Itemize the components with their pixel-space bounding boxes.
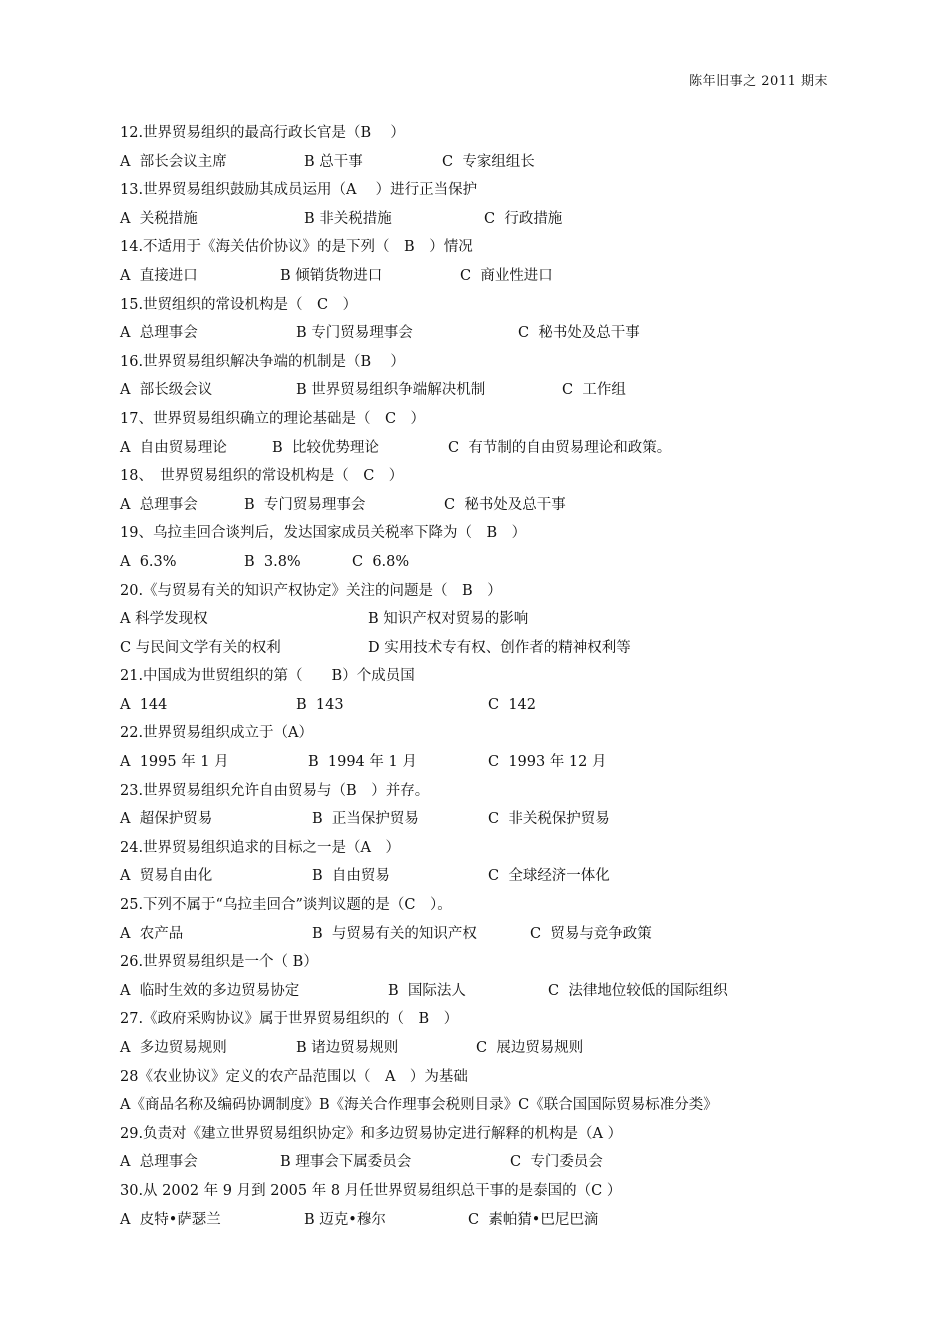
- options-row: [120, 319, 840, 348]
- options-row: [120, 977, 840, 1006]
- answer-option: C 秘书处及总干事: [518, 325, 640, 342]
- answer-option: A 总理事会: [120, 1154, 198, 1171]
- answer-option: C 142: [488, 696, 536, 713]
- options-row: [120, 691, 840, 720]
- answer-option: A 贸易自由化: [120, 868, 213, 885]
- answer-option: A 144: [120, 696, 168, 713]
- options-row: [120, 1206, 840, 1235]
- question-text: 26.世界贸易组织是一个（ B）: [120, 954, 318, 971]
- answer-option: C 法律地位较低的国际组织: [548, 982, 728, 999]
- question-text: 30.从 2002 年 9 月到 2005 年 8 月任世界贸易组织总干事的是泰国的（C ）: [120, 1182, 622, 1199]
- answer-option: C 秘书处及总干事: [444, 496, 566, 513]
- answer-option: C 行政措施: [484, 210, 563, 227]
- question-text: 17、世界贸易组织确立的理论基础是（ C ）: [120, 410, 426, 427]
- options-row: [120, 634, 840, 663]
- answer-option: A 总理事会: [120, 325, 198, 342]
- answer-option: A 科学发现权: [120, 611, 208, 628]
- answer-option: B 世界贸易组织争端解决机制: [296, 382, 486, 399]
- answer-option: A《商品名称及编码协调制度》B《海关合作理事会税则目录》C《联合国国际贸易标准分类》: [120, 1097, 718, 1114]
- answer-option: A 皮特•萨瑟兰: [120, 1211, 221, 1228]
- question-text: 16.世界贸易组织解决争端的机制是（B ）: [120, 353, 405, 370]
- answer-option: B 143: [296, 696, 344, 713]
- question-text: 14.不适用于《海关估价协议》的是下列（ B ）情况: [120, 239, 473, 256]
- answer-option: A 部长会议主席: [120, 153, 227, 170]
- question-text: 12.世界贸易组织的最高行政长官是（B ）: [120, 125, 405, 141]
- answer-option: D 实用技术专有权、创作者的精神权利等: [368, 639, 631, 656]
- answer-option: B 与贸易有关的知识产权: [312, 925, 477, 942]
- answer-option: A 总理事会: [120, 496, 198, 513]
- answer-option: B 迈克•穆尔: [304, 1211, 386, 1228]
- options-row: [120, 376, 840, 405]
- answer-option: A 多边贸易规则: [120, 1040, 227, 1056]
- options-row: [120, 148, 840, 177]
- question-text: 25.下列不属于“乌拉圭回合”谈判议题的是（C ）。: [120, 897, 452, 914]
- answer-option: C 素帕猜•巴尼巴滴: [468, 1211, 599, 1228]
- options-row: [120, 434, 840, 463]
- answer-option: C 展边贸易规则: [476, 1040, 584, 1056]
- answer-option: A 自由贸易理论: [120, 439, 227, 456]
- answer-option: C 非关税保护贸易: [488, 811, 610, 828]
- question-text: 28《农业协议》定义的农产品范围以（ A ）为基础: [120, 1068, 468, 1085]
- question-text: 24.世界贸易组织追求的目标之一是（A ）: [120, 839, 401, 856]
- answer-option: B 诸边贸易规则: [296, 1040, 399, 1056]
- options-row: [120, 748, 840, 777]
- options-row: [120, 805, 840, 834]
- answer-option: A 临时生效的多边贸易协定: [120, 982, 300, 999]
- answer-option: A 超保护贸易: [120, 811, 213, 828]
- answer-option: B 非关税措施: [304, 210, 392, 227]
- answer-option: C 专门委员会: [510, 1154, 603, 1171]
- answer-option: A 关税措施: [120, 210, 198, 227]
- question-text: 13.世界贸易组织鼓励其成员运用（A ）进行正当保护: [120, 182, 478, 199]
- answer-option: B 专门贸易理事会: [296, 325, 413, 342]
- answer-option: C 贸易与竞争政策: [530, 925, 652, 942]
- question-text: 18、 世界贸易组织的常设机构是（ C ）: [120, 468, 404, 485]
- answer-option: C 与民间文学有关的权利: [120, 639, 281, 656]
- answer-option: B 总干事: [304, 153, 363, 170]
- answer-option: B 比较优势理论: [272, 439, 379, 456]
- answer-option: C 专家组组长: [442, 153, 535, 170]
- answer-option: B 正当保护贸易: [312, 811, 419, 828]
- options-row: [120, 205, 840, 234]
- answer-option: C 6.8%: [352, 553, 410, 570]
- question-text: 20.《与贸易有关的知识产权协定》关注的问题是（ B ）: [120, 582, 502, 599]
- page-header: 陈年旧事之 2011 期末: [689, 74, 828, 89]
- options-row: [120, 548, 840, 577]
- answer-option: B 理事会下属委员会: [280, 1154, 412, 1171]
- options-row: [120, 262, 840, 291]
- question-text: 22.世界贸易组织成立于（A）: [120, 725, 314, 742]
- answer-option: B 1994 年 1 月: [308, 754, 417, 771]
- options-row: [120, 605, 840, 634]
- question-text: 27.《政府采购协议》属于世界贸易组织的（ B ）: [120, 1011, 459, 1028]
- options-row: [120, 1148, 840, 1177]
- answer-option: B 专门贸易理事会: [244, 496, 366, 513]
- answer-option: A 直接进口: [120, 267, 198, 284]
- question-list: [120, 119, 840, 1234]
- answer-option: B 知识产权对贸易的影响: [368, 611, 529, 628]
- options-row: [120, 862, 840, 891]
- question-text: 15.世贸组织的常设机构是（ C ）: [120, 296, 358, 313]
- answer-option: C 工作组: [562, 382, 626, 399]
- answer-option: B 国际法人: [388, 982, 466, 999]
- options-row: [120, 491, 840, 520]
- answer-option: C 商业性进口: [460, 267, 553, 284]
- answer-option: B 自由贸易: [312, 868, 390, 885]
- answer-option: C 全球经济一体化: [488, 868, 610, 885]
- question-text: 29.负责对《建立世界贸易组织协定》和多边贸易协定进行解释的机构是（A ）: [120, 1125, 623, 1142]
- question-text: 23.世界贸易组织允许自由贸易与（B ）并存。: [120, 782, 430, 799]
- answer-option: A 6.3%: [120, 553, 177, 570]
- answer-option: A 农产品: [120, 925, 184, 942]
- question-text: 21.中国成为世贸组织的第（ B）个成员国: [120, 668, 415, 685]
- answer-option: A 1995 年 1 月: [120, 754, 229, 771]
- answer-option: A 部长级会议: [120, 382, 213, 399]
- question-text: 19、乌拉圭回合谈判后，发达国家成员关税率下降为（ B ）: [120, 525, 527, 542]
- options-row: [120, 1091, 840, 1120]
- options-row: [120, 920, 840, 949]
- answer-option: C 有节制的自由贸易理论和政策。: [448, 439, 672, 456]
- answer-option: B 倾销货物进口: [280, 267, 383, 284]
- answer-option: C 1993 年 12 月: [488, 754, 607, 771]
- answer-option: B 3.8%: [244, 553, 301, 570]
- options-row: [120, 1034, 840, 1063]
